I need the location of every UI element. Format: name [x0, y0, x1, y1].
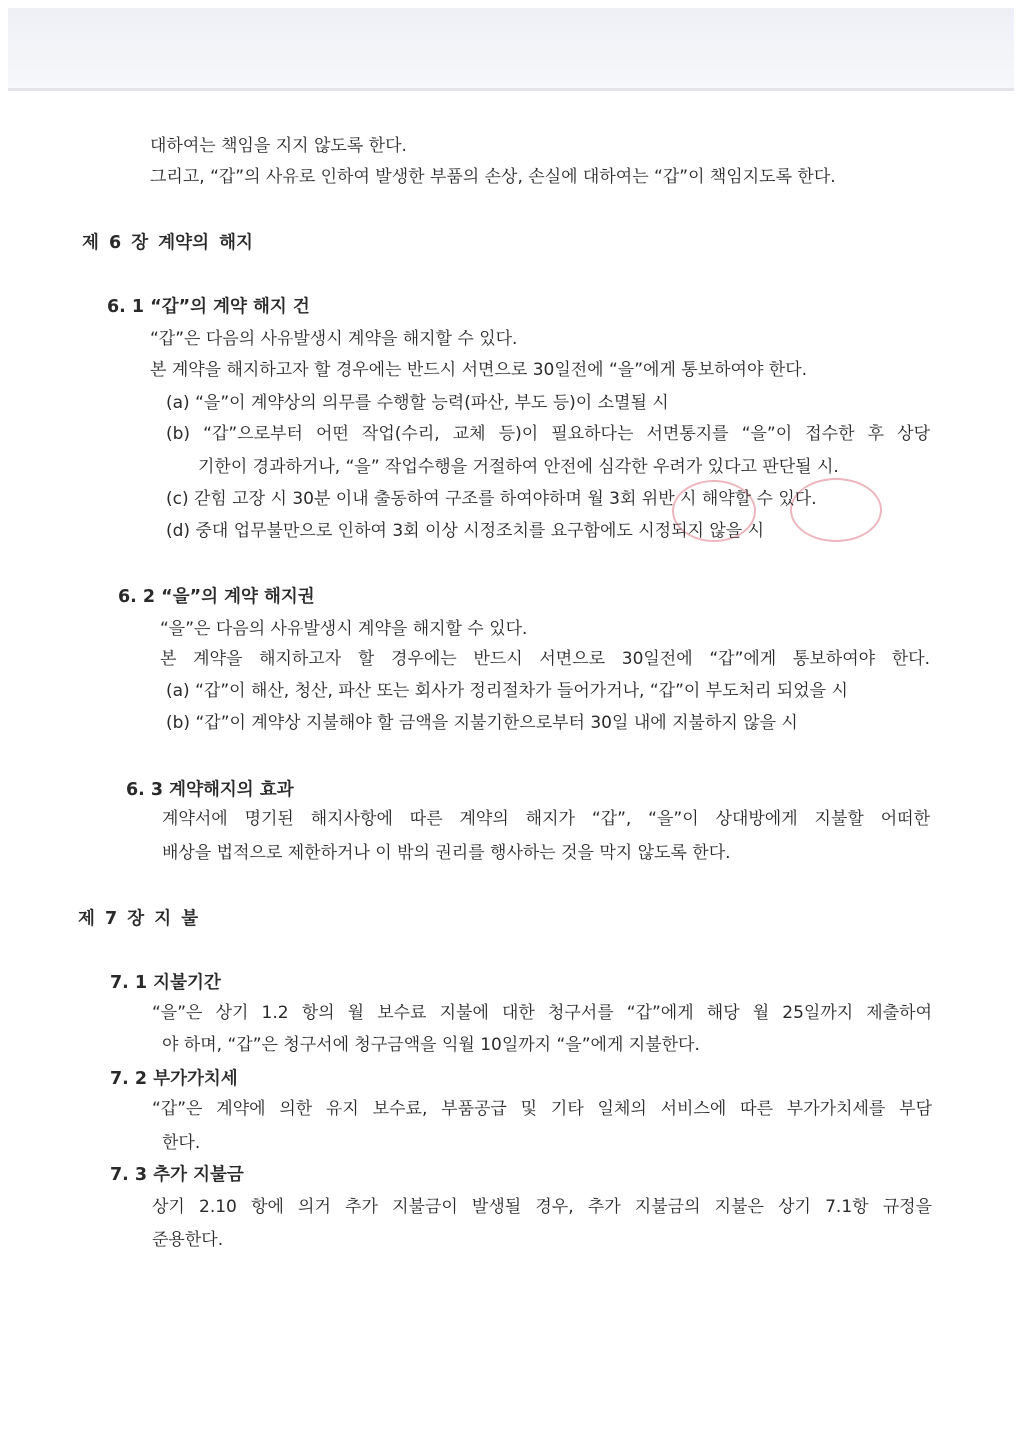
section-7-1-para-2: 야 하며, “갑”은 청구서에 청구금액을 익월 10일까지 “을”에게 지불한다. [162, 1035, 700, 1055]
section-6-3-heading: 6. 3 계약해지의 효과 [126, 780, 294, 800]
chapter-6-title: 제 6 장 계약의 해지 [82, 233, 253, 253]
carry-line-2: 그리고, “갑”의 사유로 인하여 발생한 부품의 손상, 손실에 대하여는 “갑”이 책임지도록 한다. [150, 167, 836, 187]
section-7-2-heading: 7. 2 부가가치세 [110, 1069, 238, 1089]
section-6-1-item-d: (d) 중대 업무불만으로 인하여 3회 이상 시정조치를 요구함에도 시정되지 않을 시 [166, 521, 764, 541]
section-6-2-heading: 6. 2 “을”의 계약 해지권 [118, 587, 315, 607]
section-7-2-para-2: 한다. [162, 1133, 201, 1153]
section-7-2-para-1: “갑”은 계약에 의한 유지 보수료, 부품공급 및 기타 일체의 서비스에 따른 부가가치세를 부담 [152, 1099, 932, 1119]
section-6-1-item-b-line-2: 기한이 경과하거나, “을” 작업수행을 거절하여 안전에 심각한 우려가 있다고 판단될 시. [198, 457, 839, 477]
chapter-7-title: 제 7 장 지 불 [78, 909, 199, 929]
section-6-1-heading: 6. 1 “갑”의 계약 해지 건 [107, 297, 310, 317]
section-7-1-para-1: “을”은 상기 1.2 항의 월 보수료 지불에 대한 청구서를 “갑”에게 해당 월 25일까지 제출하여 [152, 1003, 932, 1023]
section-6-2-item-a: (a) “갑”이 해산, 청산, 파산 또는 회사가 정리절차가 들어가거나, “갑”이 부도처리 되었을 시 [166, 681, 848, 701]
section-6-3-para-1: 계약서에 명기된 해지사항에 따른 계약의 해지가 “갑”, “을”이 상대방에게 지불할 어떠한 [162, 809, 930, 829]
section-7-3-heading: 7. 3 추가 지불금 [110, 1165, 244, 1185]
section-6-1-item-b-line-1: (b) “갑”으로부터 어떤 작업(수리, 교체 등)이 필요하다는 서면통지를 “을”이 접수한 후 상당 [166, 424, 930, 444]
section-7-3-para-2: 준용한다. [152, 1230, 224, 1250]
section-7-3-para-1: 상기 2.10 항에 의거 추가 지불금이 발생될 경우, 추가 지불금의 지불은 상기 7.1항 규정을 [152, 1197, 932, 1217]
section-7-1-heading: 7. 1 지불기간 [110, 973, 221, 993]
section-6-2-para-1: “을”은 다음의 사유발생시 계약을 해지할 수 있다. [160, 619, 528, 639]
section-6-1-para-1: “갑”은 다음의 사유발생시 계약을 해지할 수 있다. [150, 329, 518, 349]
section-6-1-para-2: 본 계약을 해지하고자 할 경우에는 반드시 서면으로 30일전에 “을”에게 통보하여야 한다. [150, 360, 808, 380]
section-6-3-para-2: 배상을 법적으로 제한하거나 이 밖의 권리를 행사하는 것을 막지 않도록 한다. [162, 843, 731, 863]
carry-line-1: 대하여는 책임을 지지 않도록 한다. [150, 136, 407, 156]
section-6-2-para-2: 본 계약을 해지하고자 할 경우에는 반드시 서면으로 30일전에 “갑”에게 통보하여야 한다. [160, 649, 930, 669]
section-6-1-item-c: (c) 갇힘 고장 시 30분 이내 출동하여 구조를 하여야하며 월 3회 위반 시 해약할 수 있다. [166, 489, 817, 509]
scan-header-band [8, 8, 1014, 91]
section-6-2-item-b: (b) “갑”이 계약상 지불해야 할 금액을 지불기한으로부터 30일 내에 지불하지 않을 시 [166, 713, 798, 733]
section-6-1-item-a: (a) “을”이 계약상의 의무를 수행할 능력(파산, 부도 등)이 소멸될 시 [166, 393, 669, 413]
